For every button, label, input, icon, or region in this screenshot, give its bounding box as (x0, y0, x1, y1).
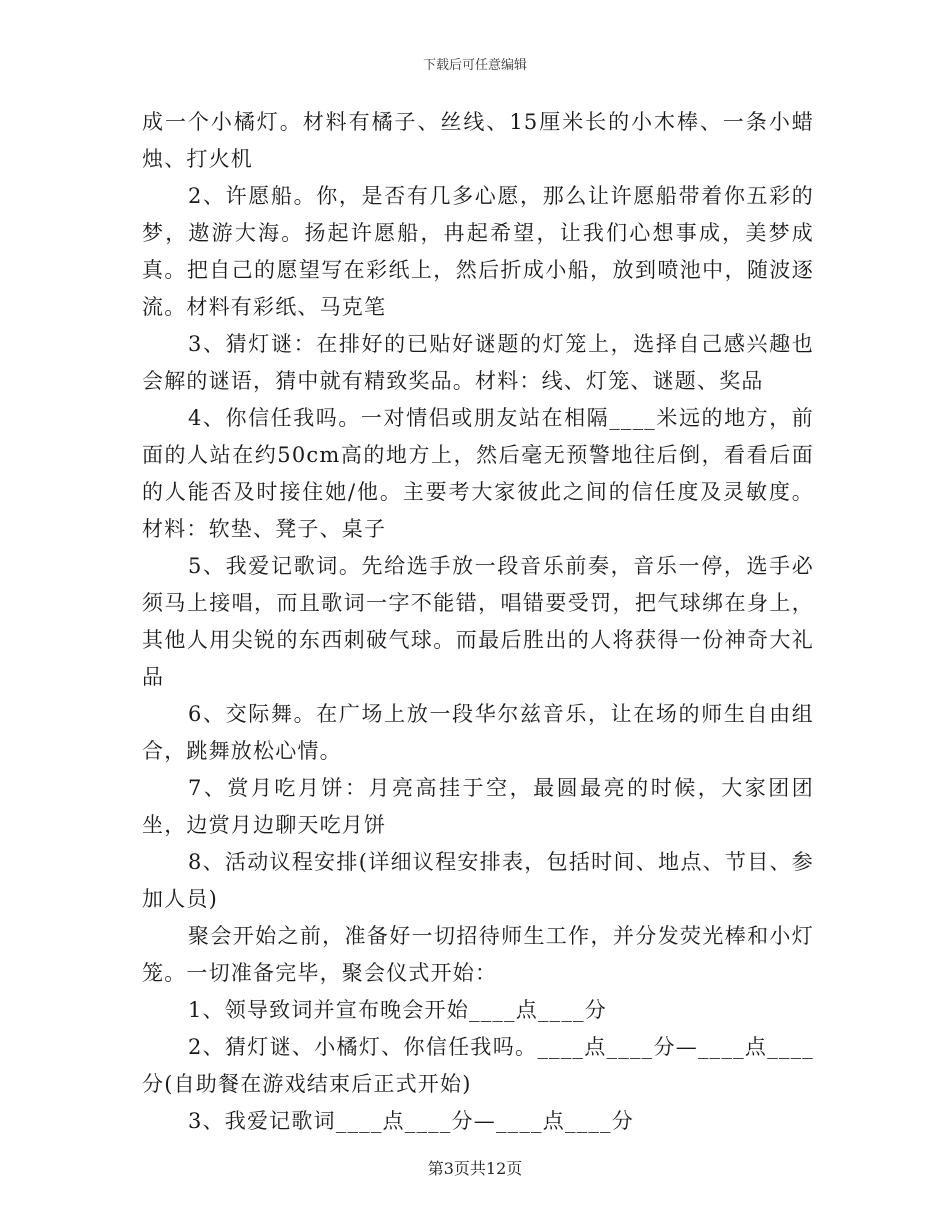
paragraph-10: 1、领导致词并宣布晚会开始____点____分 (188, 998, 607, 1022)
paragraph-7: 7、赏月吃月饼：月亮高挂于空，最圆最亮的时候，大家团团坐，边赏月边聊天吃月饼 (142, 776, 814, 837)
paragraph-4: 4、你信任我吗。一对情侣或朋友站在相隔____米远的地方，前面的人站在约50cm高的地方上，然后毫无预警地往后倒，看看后面的人能否及时接住她/他。主要考大家彼此之间的信任度及灵敏度。材料：软垫、凳子、桌子 (142, 406, 814, 541)
page-header: 下载后可任意编辑 (422, 58, 527, 73)
page-footer: 第3页共12页 (427, 1159, 523, 1178)
document-body (142, 104, 814, 1140)
paragraph-3: 3、猜灯谜：在排好的已贴好谜题的灯笼上，选择自己感兴趣也会解的谜语，猜中就有精致奖品。材料：线、灯笼、谜题、奖品 (142, 332, 814, 393)
paragraph-6: 6、交际舞。在广场上放一段华尔兹音乐，让在场的师生自由组合，跳舞放松心情。 (142, 702, 814, 763)
paragraph-5: 5、我爱记歌词。先给选手放一段音乐前奏，音乐一停，选手必须马上接唱，而且歌词一字不能错，唱错要受罚，把气球绑在身上，其他人用尖锐的东西刺破气球。而最后胜出的人将获得一份神奇大礼品 (142, 554, 814, 689)
paragraph-12: 3、我爱记歌词____点____分—____点____分 (188, 1109, 634, 1133)
paragraph-1: 成一个小橘灯。材料有橘子、丝线、15厘米长的小木棒、一条小蜡烛、打火机 (142, 110, 814, 171)
paragraph-9: 聚会开始之前，准备好一切招待师生工作，并分发荧光棒和小灯笼。一切准备完毕，聚会仪式开始： (142, 924, 814, 985)
paragraph-2: 2、许愿船。你，是否有几多心愿，那么让许愿船带着你五彩的梦，遨游大海。扬起许愿船，冉起希望，让我们心想事成，美梦成真。把自己的愿望写在彩纸上，然后折成小船，放到喷池中，随波逐流。材料有彩纸、马克笔 (142, 184, 814, 319)
paragraph-8: 8、活动议程安排(详细议程安排表，包括时间、地点、节目、参加人员) (142, 850, 814, 911)
paragraph-11: 2、猜灯谜、小橘灯、你信任我吗。____点____分—____点____分(自助餐在游戏结束后正式开始) (142, 1035, 814, 1096)
